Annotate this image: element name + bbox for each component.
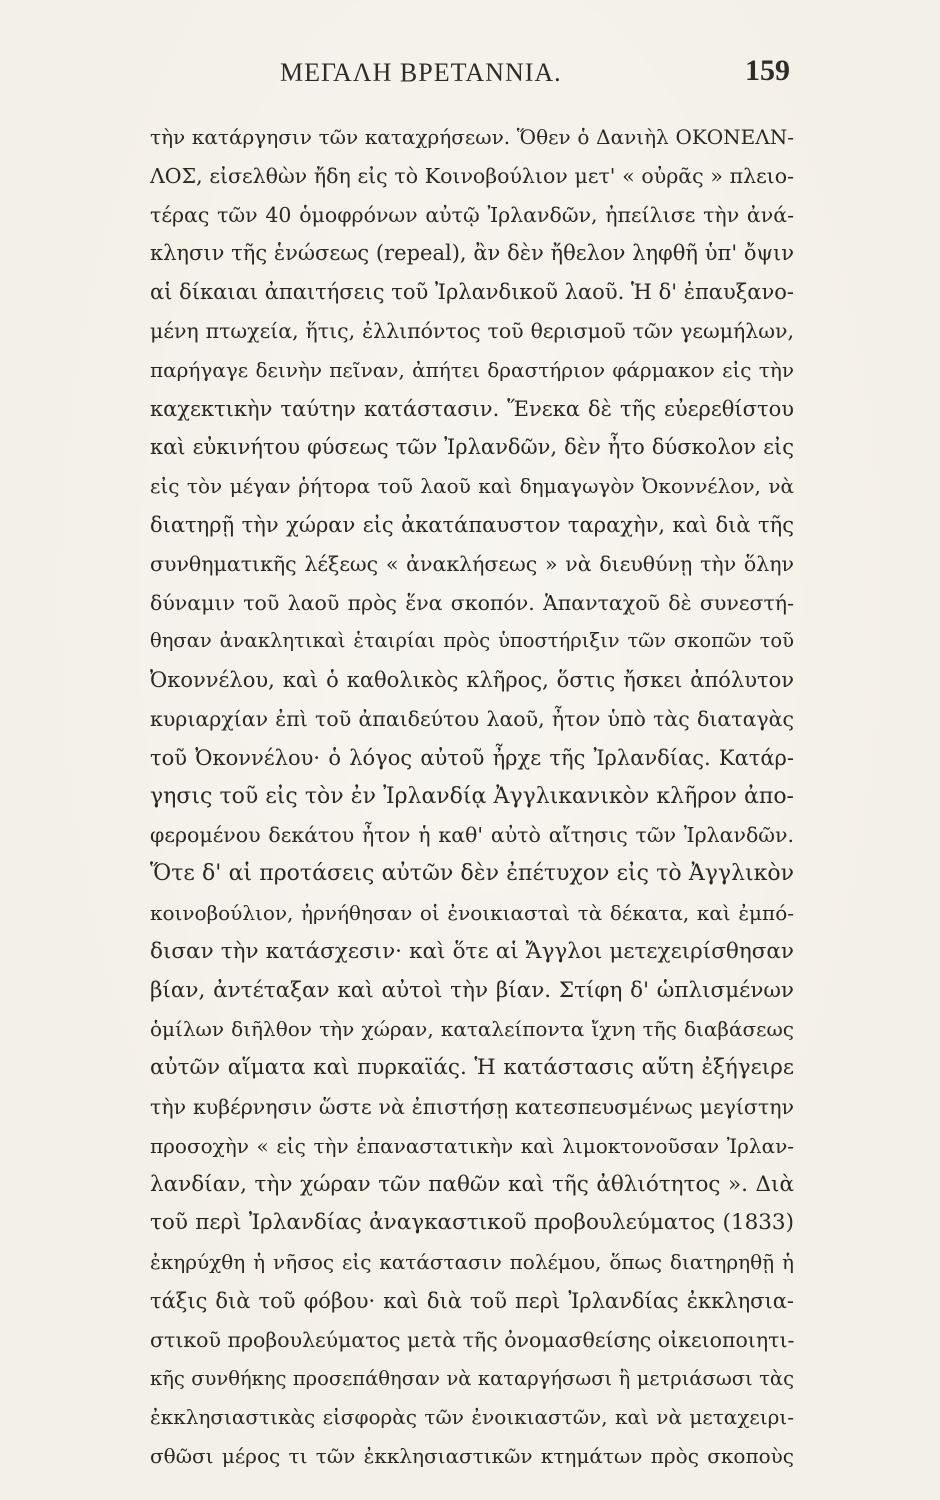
text-line: τοῦ περὶ Ἰρλανδίας ἀναγκαστικοῦ προβουλεύματος (1833): [150, 1210, 794, 1236]
text-line: λανδίαν, τὴν χώραν τῶν παθῶν καὶ τῆς ἀθλιότητος ». Διὰ: [150, 1171, 794, 1197]
text-line: σθῶσι μέρος τι τῶν ἐκκλησιαστικῶν κτημάτων πρὸς σκοποὺς: [150, 1444, 794, 1469]
text-line: παρήγαγε δεινὴν πεῖναν, ἀπήτει δραστήριον φάρμακον εἰς τὴν: [150, 357, 794, 382]
text-line: εἰς τὸν μέγαν ῥήτορα τοῦ λαοῦ καὶ δημαγωγὸν Ὀκοννέλον, νὰ: [150, 474, 794, 499]
text-line: ΛΟΣ, εἰσελθὼν ἤδη εἰς τὸ Κοινοβούλιον μετ' « οὐρᾶς » πλειο-: [150, 163, 794, 188]
text-line: γησις τοῦ εἰς τὸν ἐν Ἰρλανδίᾳ Ἀγγλικανικὸν κλῆρον ἀπο-: [150, 783, 794, 809]
text-line: αἱ δίκαιαι ἀπαιτήσεις τοῦ Ἰρλανδικοῦ λαοῦ. Ἡ δ' ἐπαυξανο-: [150, 280, 794, 305]
running-title: ΜΕΓΑΛΗ ΒΡΕΤΑΝΝΙΑ.: [280, 58, 562, 87]
text-line: αὐτῶν αἵματα καὶ πυρκαϊάς. Ἡ κατάστασις αὕτη ἐξήγειρε: [150, 1055, 794, 1081]
text-line: καχεκτικὴν ταύτην κατάστασιν. Ἕνεκα δὲ τῆς εὐερεθίστου: [150, 396, 794, 421]
text-line: κυριαρχίαν ἐπὶ τοῦ ἀπαιδεύτου λαοῦ, ἦτον ὑπὸ τὰς διαταγὰς: [150, 706, 794, 731]
text-line: καὶ εὐκινήτου φύσεως τῶν Ἰρλανδῶν, δὲν ἦτο δύσκολον εἰς: [150, 435, 794, 460]
text-line: δισαν τὴν κατάσχεσιν· καὶ ὅτε αἱ Ἄγγλοι μετεχειρίσθησαν: [150, 938, 794, 964]
text-line: τὴν κατάργησιν τῶν καταχρήσεων. Ὅθεν ὁ Δανιὴλ ΟΚΟΝΕΛΝ-: [150, 125, 794, 149]
text-line: κῆς συνθήκης προσεπάθησαν νὰ καταργήσωσι ἢ μετριάσωσι τὰς: [150, 1366, 794, 1390]
text-line: τοῦ Ὀκοννέλου· ὁ λόγος αὐτοῦ ἦρχε τῆς Ἰρλανδίας. Κατάρ-: [150, 745, 794, 770]
text-line: ὁμίλων διῆλθον τὴν χώραν, καταλείποντα ἴχνη τῆς διαβάσεως: [150, 1017, 794, 1042]
text-line: φερομένου δεκάτου ἦτον ἡ καθ' αὐτὸ αἴτησις τῶν Ἰρλανδῶν.: [150, 823, 794, 848]
text-line: τέρας τῶν 40 ὁμοφρόνων αὐτῷ Ἰρλανδῶν, ἠπείλισε τὴν ἀνά-: [150, 202, 794, 227]
text-line: στικοῦ προβουλεύματος μετὰ τῆς ὀνομασθείσης οἰκειοποιητι-: [150, 1327, 795, 1352]
text-line: τὴν κυβέρνησιν ὥστε νὰ ἐπιστήσῃ κατεσπευσμένως μεγίστην: [150, 1094, 794, 1119]
text-line: δύναμιν τοῦ λαοῦ πρὸς ἕνα σκοπόν. Ἁπανταχοῦ δὲ συνεστή-: [150, 590, 794, 615]
text-line: συνθηματικῆς λέξεως « ἀνακλήσεως » νὰ διευθύνῃ τὴν ὅλην: [150, 551, 794, 576]
text-line: κλησιν τῆς ἑνώσεως (repeal), ἂν δὲν ἤθελον ληφθῆ ὑπ' ὄψιν: [150, 241, 794, 266]
text-line: Ὅτε δ' αἱ προτάσεις αὐτῶν δὲν ἐπέτυχον εἰς τὸ Ἀγγλικὸν: [150, 861, 794, 887]
text-line: βίαν, ἀντέταξαν καὶ αὐτοὶ τὴν βίαν. Στίφη δ' ὡπλισμένων: [150, 977, 794, 1003]
text-line: θησαν ἀνακλητικαὶ ἑταιρίαι πρὸς ὑποστήριξιν τῶν σκοπῶν τοῦ: [150, 629, 794, 653]
text-line: κοινοβούλιον, ἠρνήθησαν οἱ ἐνοικιασταὶ τὰ δέκατα, καὶ ἐμπό-: [150, 900, 794, 925]
body-text: [150, 118, 794, 1476]
text-line: ἐκηρύχθη ἡ νῆσος εἰς κατάστασιν πολέμου, ὅπως διατηρηθῇ ἡ: [150, 1250, 794, 1275]
text-line: Ὀκοννέλου, καὶ ὁ καθολικὸς κλῆρος, ὅστις ἤσκει ἀπόλυτον: [150, 668, 794, 693]
page-header: [150, 48, 790, 98]
text-line: διατηρῇ τὴν χώραν εἰς ἀκατάπαυστον ταραχὴν, καὶ διὰ τῆς: [150, 512, 794, 537]
text-line: μένη πτωχεία, ἥτις, ἐλλιπόντος τοῦ θερισμοῦ τῶν γεωμήλων,: [150, 318, 794, 343]
text-line: τάξις διὰ τοῦ φόβου· καὶ διὰ τοῦ περὶ Ἰρλανδίας ἐκκλησια-: [150, 1288, 794, 1313]
page-number: 159: [745, 54, 790, 87]
text-line: ἐκκλησιαστικὰς εἰσφορὰς τῶν ἐνοικιαστῶν, καὶ νὰ μεταχειρι-: [150, 1405, 794, 1430]
text-line: προσοχὴν « εἰς τὴν ἐπαναστατικὴν καὶ λιμοκτονοῦσαν Ἰρλαν-: [150, 1133, 794, 1158]
